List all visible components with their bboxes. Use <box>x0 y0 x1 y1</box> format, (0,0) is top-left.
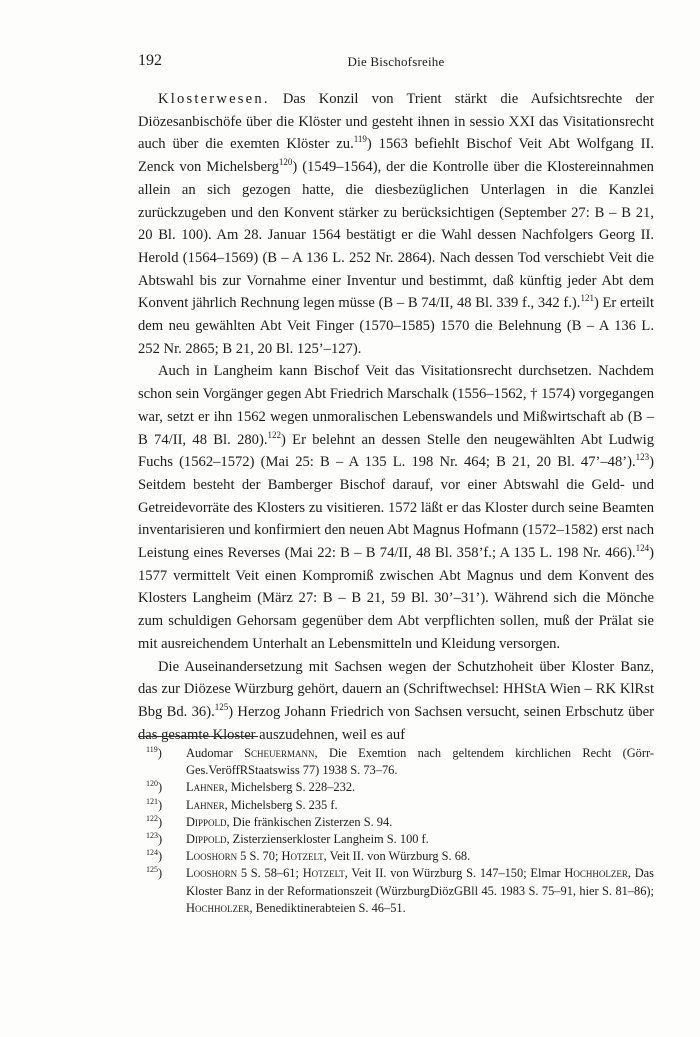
author-name: Dippold <box>186 814 227 829</box>
text-run: ) Seitdem besteht der Bamberger Bischof darauf, vor einer Abtswahl die Geld- und Getreidevorräte des Klosters zu visitieren. 1572 läßt er das Kloster durch seine Beamten inventarisieren und konfirmiert den neuen Abt Magnus Hofmann (1572–1582) erst nach Leistung eines Reverses (Mai 22: B – B 74/II, 48 Bl. 358’f.; A 135 L. 198 Nr. 466). <box>138 454 654 562</box>
page-header <box>138 52 654 72</box>
text-run: Auch in Langheim kann Bischof Veit das Visitationsrecht durchsetzen. Nachdem schon sein Vorgänger gegen Abt Friedrich Marschalk (1556–1562, † 1574) vorgegangen war, setzt er ihn 1562 wegen unmoralischen Lebenswandels und Mißwirtschaft ab (B – B 74/II, 48 Bl. 280). <box>138 363 654 448</box>
text-run: 5 S. 58–61; <box>237 866 303 881</box>
paragraph <box>138 360 654 655</box>
footnote-number: $^{119}$) <box>146 745 162 760</box>
footnotes <box>138 745 654 917</box>
text-run: ) Herzog Johann Friedrich von Sachsen versucht, seinen Erbschutz über das gesamte Kloster auszudehnen, weil es auf <box>138 703 655 743</box>
footnote <box>138 779 654 796</box>
text-run: Die Auseinandersetzung mit Sachsen wegen der Schutzhoheit über Kloster Banz, das zur Diözese Würzburg gehört, dauern an (Schriftwechsel: HHStA Wien – RK KlRst Bbg Bd. 36). <box>138 658 654 720</box>
author-name: Hotzelt <box>281 849 324 864</box>
footnote-ref: 122 <box>267 429 281 440</box>
author-name: Dippold <box>186 832 227 847</box>
text-run: , Benediktinerabteien S. 46–51. <box>249 900 406 915</box>
footnote-ref: 119 <box>353 134 367 145</box>
text-run: , Die Exemtion nach geltendem kirchlichen Recht (Görr-Ges.VeröffRStaatswiss 77) 1938 S. 73–76. <box>186 746 654 778</box>
author-name: Hochholzer <box>564 866 628 881</box>
text-run: , Veit II. von Würzburg S. 68. <box>323 849 471 864</box>
section-keyword: Klosterwesen. <box>158 91 270 107</box>
footnote-number: $^{124}$) <box>146 848 163 864</box>
footnote-number-value: 119 <box>146 745 158 754</box>
text-run: Das Konzil von Trient stärkt die Aufsichtsrechte der Diözesanbischöfe über die Klöster und gesteht ihnen in sessio XXI das Visitationsrecht auch über die exemten Klöster zu. <box>138 91 654 153</box>
footnote-number: $^{122}$) <box>146 813 163 829</box>
footnote-ref: 120 <box>278 157 293 168</box>
author-name: Hotzelt <box>302 866 345 881</box>
footnote <box>138 814 654 831</box>
text-run: ) Er belehnt an dessen Stelle den neugewählten Abt Ludwig Fuchs (1562–1572) (Mai 25: B – A 135 L. 198 Nr. 464; B 21, 20 Bl. 47’–48’). <box>138 431 654 471</box>
footnote-number-value: 123 <box>146 831 158 841</box>
author-name: Scheuermann <box>244 746 315 760</box>
running-title: Die Bischofsreihe <box>347 54 445 69</box>
footnote-number: $^{125}$) <box>146 865 163 881</box>
footnote-ref: 123 <box>635 452 650 463</box>
author-name: Looshorn <box>186 866 238 881</box>
footnote-number: $^{123}$) <box>146 831 163 847</box>
footnote-number: $^{121}$) <box>146 796 163 812</box>
text-run: Audomar <box>186 746 245 760</box>
footnote-number-value: 125 <box>146 865 158 875</box>
footnote-number: $^{120}$) <box>146 779 163 795</box>
footnote <box>138 831 654 848</box>
author-name: Hochholzer <box>186 900 250 915</box>
text-run: , Michelsberg S. 228–232. <box>224 780 356 795</box>
paragraph <box>138 656 654 747</box>
text-run: 5 S. 70; <box>237 849 282 864</box>
footnote-ref: 125 <box>214 701 229 712</box>
author-name: Lahner <box>186 797 225 812</box>
footnote-separator <box>138 736 258 737</box>
footnote <box>138 848 654 865</box>
text-run: ) Er erteilt dem neu gewählten Abt Veit Finger (1570–1585) 1570 die Belehnung (B – A 136 L. 252 Nr. 2865; B 21, 20 Bl. 125’–127). <box>138 295 655 357</box>
footnote <box>138 745 654 779</box>
author-name: Looshorn <box>186 849 238 864</box>
text-run: , Das Kloster Banz in der Reformationszeit (WürzburgDiözGBll 45. 1983 S. 75–91, hier S. 81–86); <box>186 866 654 898</box>
footnote-number-value: 124 <box>146 848 158 858</box>
footnote-ref: 121 <box>580 293 594 304</box>
footnote-number-value: 122 <box>146 813 158 823</box>
text-run: , Die fränkischen Zisterzen S. 94. <box>226 814 393 829</box>
text-run: , Veit II. von Würzburg S. 147–150; Elmar <box>344 866 565 881</box>
footnote-number-value: 120 <box>146 779 158 789</box>
page-number: 192 <box>138 52 162 69</box>
footnote-number-value: 121 <box>146 796 158 806</box>
footnote <box>138 865 654 917</box>
text-run: , Zisterzienserkloster Langheim S. 100 f. <box>226 832 429 847</box>
author-name: Lahner <box>186 780 225 795</box>
text-run: ) 1563 befiehlt Bischof Veit Abt Wolfgang II. Zenck von Michelsberg <box>138 136 654 176</box>
footnote <box>138 797 654 814</box>
text-run: ) 1577 vermittelt Veit einen Kompromiß zwischen Abt Magnus und dem Konvent des Klosters Langheim (März 27: B – B 21, 59 Bl. 30’–31’). Während sich die Mönche zum schuldigen Gehorsam gegenüber dem Abt verpflichten sollen, muß der Prälat sie mit ausreichendem Unterhalt an Lebensmitteln und Kleidung versorgen. <box>138 545 654 652</box>
text-run: ) (1549–1564), der die Kontrolle über die Klostereinnahmen allein an sich gezogen hatte, die diesbezüglichen Unterlagen in die Kanzlei zurückzugeben und den Konvent stärker zu berücksichtigen (September 27: B – B 21, 20 Bl. 100). Am 28. Januar 1564 bestätigt er die Wahl dessen Nachfolgers Georg II. Herold (1564–1569) (B – A 136 L. 252 Nr. 2864). Nach dessen Tod verschiebt Veit die Abtswahl bis zur Vornahme einer Inventur und bestimmt, daß künftig jeder Abt dem Konvent jährlich Rechnung legen müsse (B – B 74/II, 48 Bl. 339 f., 342 f.). <box>138 159 654 312</box>
paragraph <box>138 88 654 360</box>
text-run: , Michelsberg S. 235 f. <box>224 797 338 812</box>
main-text <box>138 88 654 746</box>
footnote-ref: 124 <box>635 543 650 554</box>
